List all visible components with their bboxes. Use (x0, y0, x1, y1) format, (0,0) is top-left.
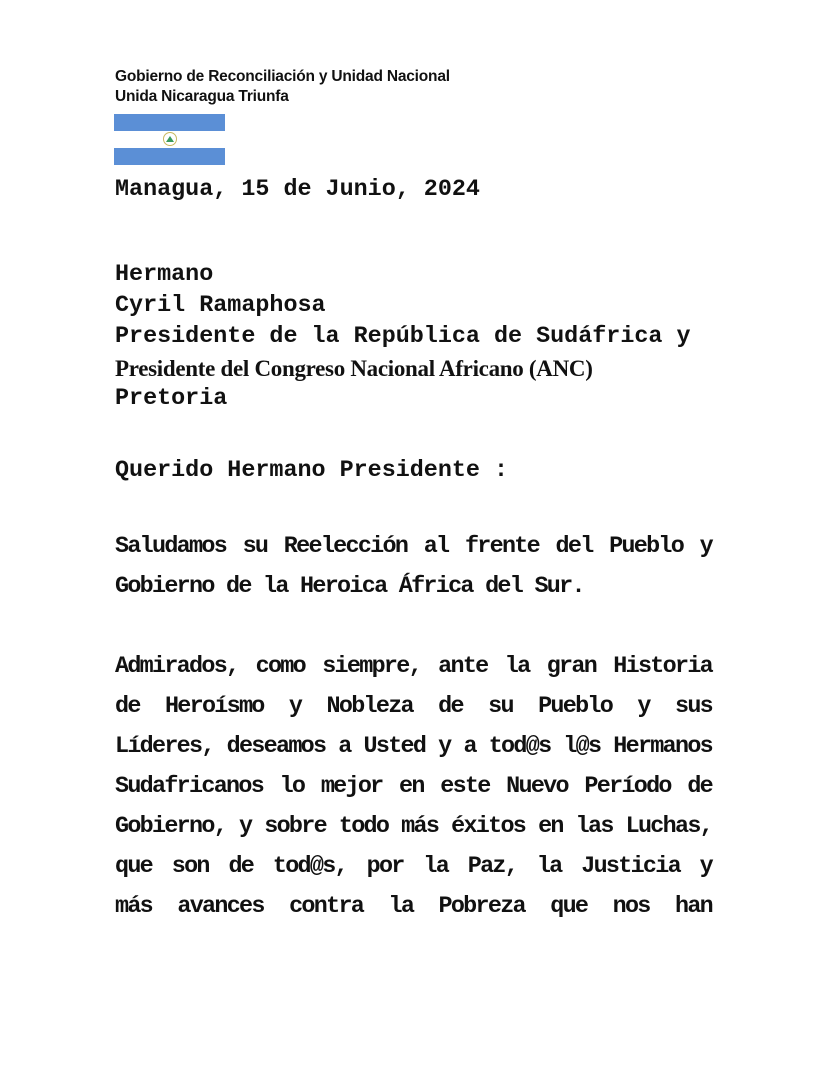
paragraph-2-line: Líderes, deseamos a Usted y a tod@s l@s Hermanos (115, 734, 712, 760)
recipient-city: Pretoria (115, 386, 228, 412)
paragraph-2-line: que son de tod@s, por la Paz, la Justicia y (115, 854, 712, 880)
greeting: Querido Hermano Presidente : (115, 458, 509, 484)
recipient-title-2: Presidente del Congreso Nacional Africano (ANC) (115, 356, 593, 381)
recipient-honorific: Hermano (115, 262, 214, 288)
paragraph-1-line: Gobierno de la Heroica África del Sur. (115, 574, 584, 600)
letterhead-line-2: Unida Nicaragua Triunfa (115, 88, 289, 105)
letter-page (115, 67, 715, 927)
nicaragua-flag (114, 114, 225, 165)
paragraph-2-line: de Heroísmo y Nobleza de su Pueblo y sus (115, 694, 712, 720)
paragraph-2-line: Gobierno, y sobre todo más éxitos en las Luchas, (115, 814, 712, 840)
letterhead-line-1: Gobierno de Reconciliación y Unidad Nacional (115, 68, 450, 85)
paragraph-2-line: Sudafricanos lo mejor en este Nuevo Período de (115, 774, 712, 800)
paragraph-2-line: más avances contra la Pobreza que nos han (115, 894, 712, 920)
paragraph-1-line: Saludamos su Reelección al frente del Pueblo y (115, 534, 712, 560)
coat-of-arms-icon (163, 132, 177, 146)
recipient-title-1: Presidente de la República de Sudáfrica y (115, 324, 691, 350)
recipient-name: Cyril Ramaphosa (115, 293, 326, 319)
letter-date: Managua, 15 de Junio, 2024 (115, 177, 480, 203)
paragraph-2-line: Admirados, como siempre, ante la gran Historia (115, 654, 712, 680)
